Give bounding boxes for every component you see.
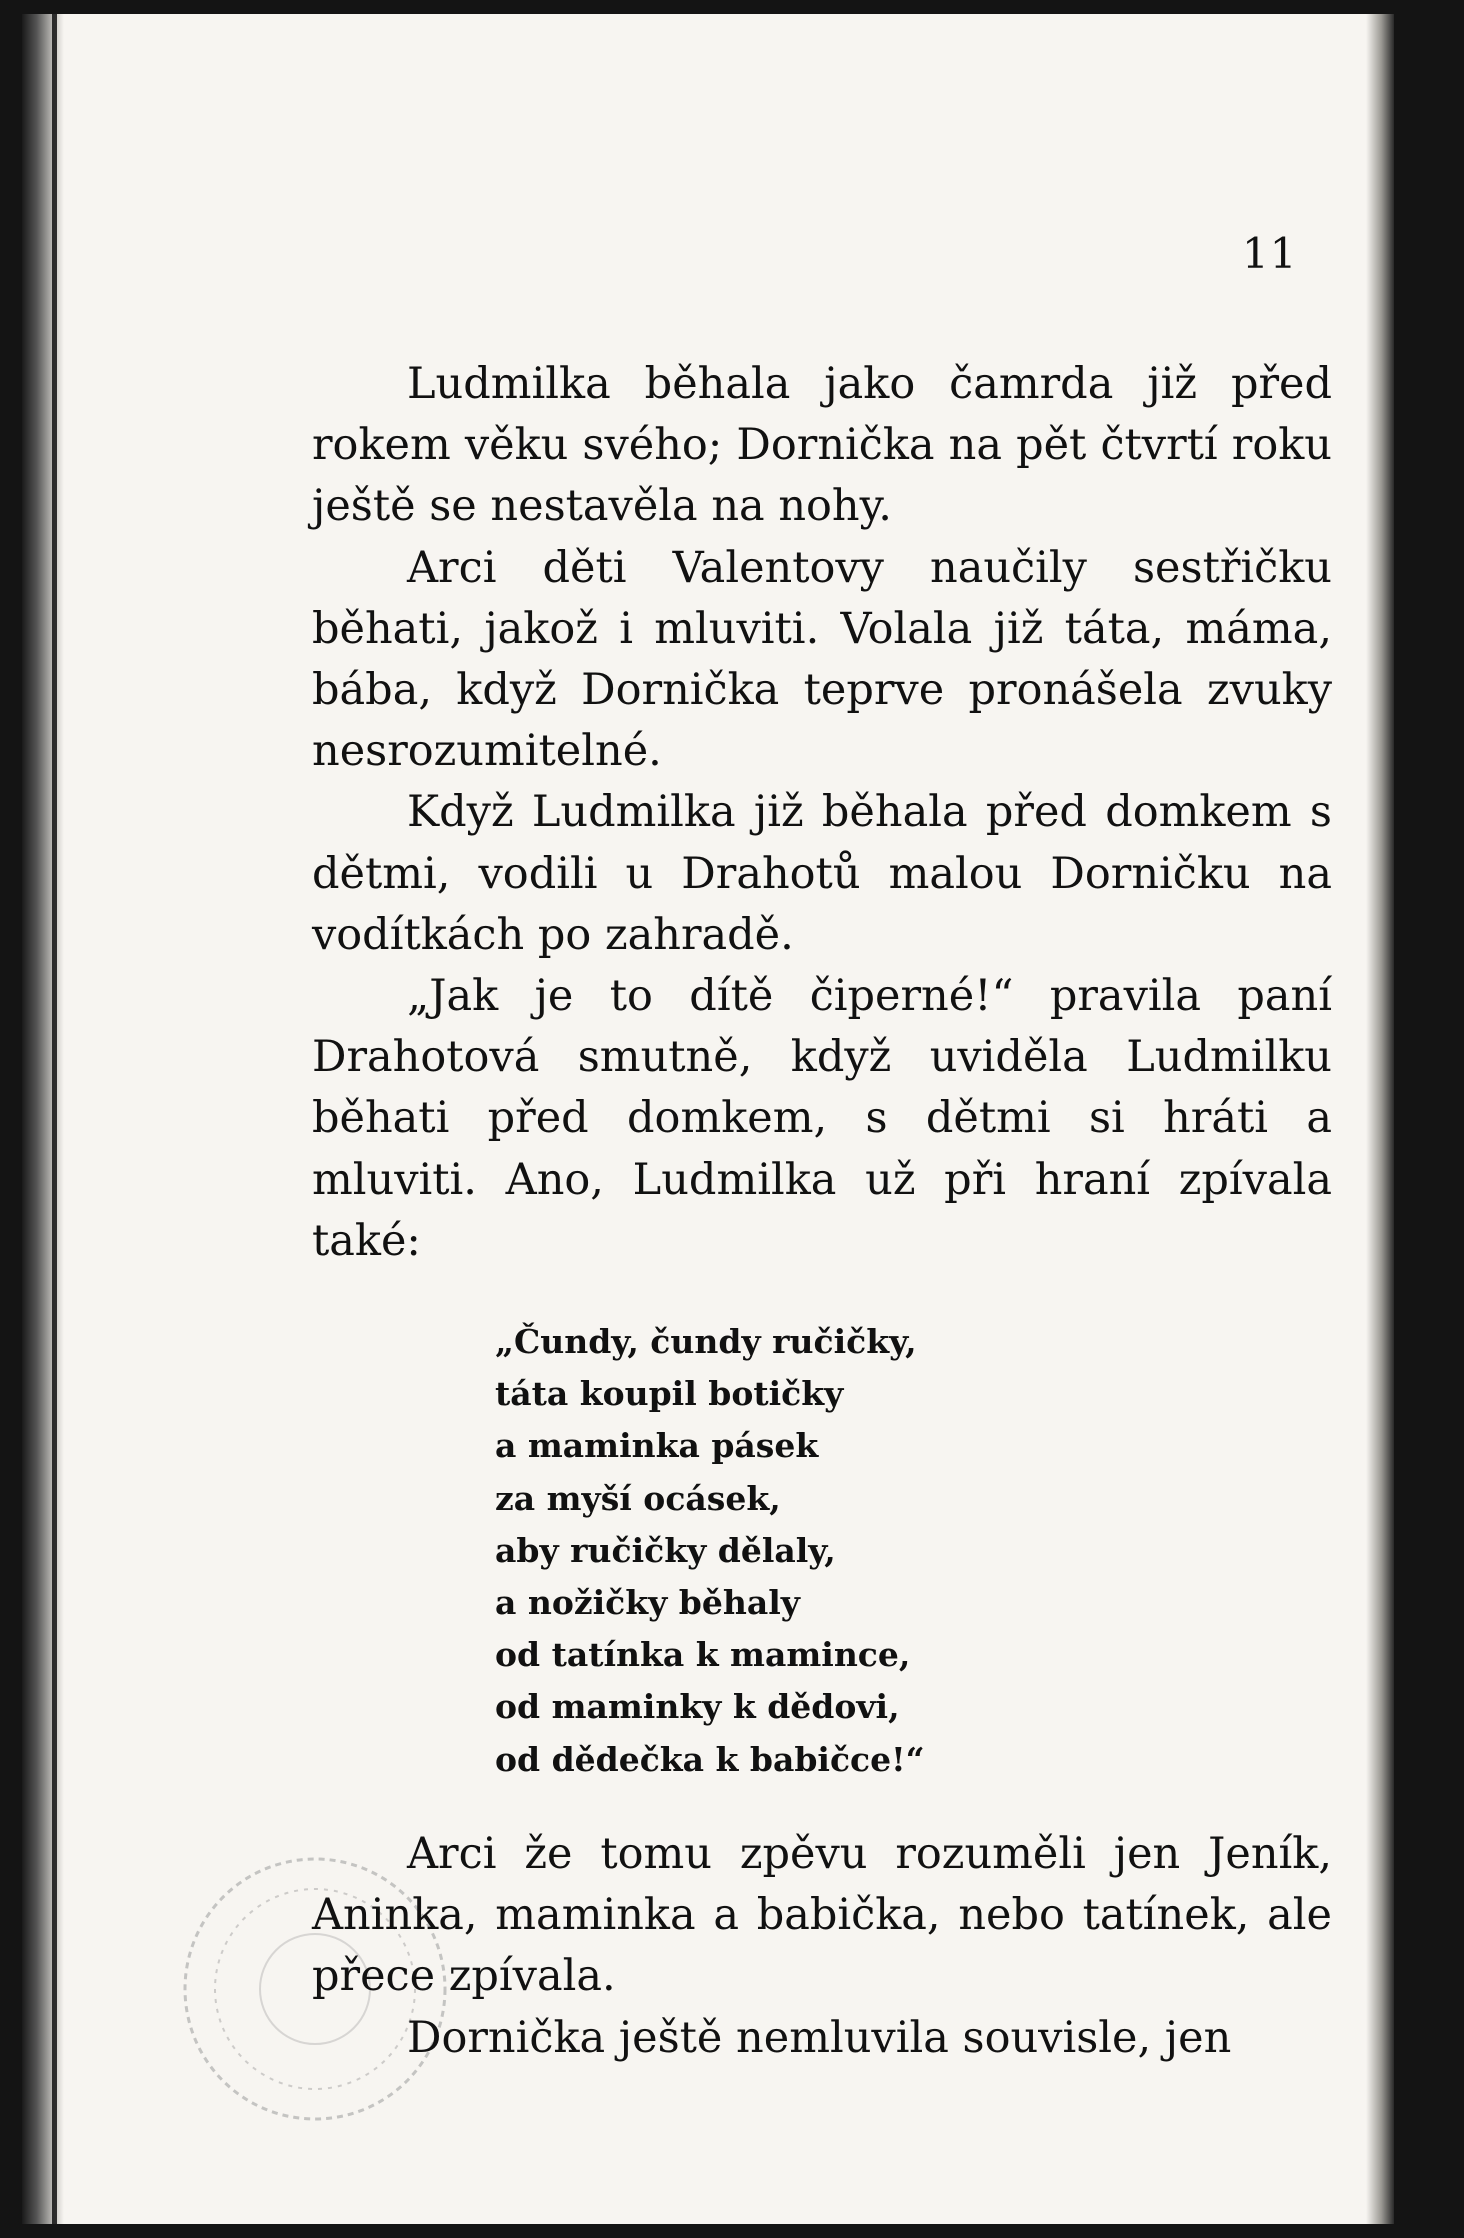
page-number: 11: [1242, 229, 1298, 278]
poem: [495, 1316, 925, 1786]
body-text-continued: [312, 1824, 1332, 2069]
page-edge-shadow: [1366, 14, 1394, 2224]
poem-line: od maminky k dědovi,: [495, 1687, 900, 1727]
spine-edge: [52, 14, 57, 2224]
spine-shadow: [22, 14, 64, 2224]
poem-line: od tatínka k mamince,: [495, 1635, 911, 1675]
poem-line: a maminka pásek: [495, 1426, 819, 1466]
paragraph: „Jak je to dítě čiperné!“ pravila paní Drahotová smutně, když uviděla Ludmilku běhati před domkem, s dětmi si hráti a mluviti. Ano, Ludmilka už při hraní zpívala také:: [312, 971, 1332, 1266]
paragraph: Arci děti Valentovy naučily sestřičku běhati, jakož i mluviti. Volala již táta, máma, bába, když Dornička teprve pronášela zvuky nesrozumitelné.: [312, 542, 1332, 777]
poem-line: táta koupil botičky: [495, 1374, 844, 1414]
poem-line: aby ručičky dělaly,: [495, 1530, 836, 1570]
poem-line: „Čundy, čundy ručičky,: [495, 1322, 917, 1361]
body-text: [312, 354, 1332, 1272]
paragraph: Ludmilka běhala jako čamrda již před rokem věku svého; Dornička na pět čtvrtí roku ještě se nestavěla na nohy.: [312, 359, 1332, 532]
paragraph: Dornička ještě nemluvila souvisle, jen: [407, 2012, 1232, 2063]
paragraph: Arci že tomu zpěvu rozuměli jen Jeník, Aninka, maminka a babička, nebo tatínek, ale přece zpívala.: [312, 1829, 1332, 2002]
book-page: [22, 14, 1394, 2224]
poem-line: za myší ocásek,: [495, 1478, 781, 1518]
poem-line: a nožičky běhaly: [495, 1583, 800, 1623]
paragraph: Když Ludmilka již běhala před domkem s dětmi, vodili u Drahotů malou Dorničku na vodítkách po zahradě.: [312, 787, 1332, 960]
poem-line: od dědečka k babičce!“: [495, 1739, 925, 1779]
